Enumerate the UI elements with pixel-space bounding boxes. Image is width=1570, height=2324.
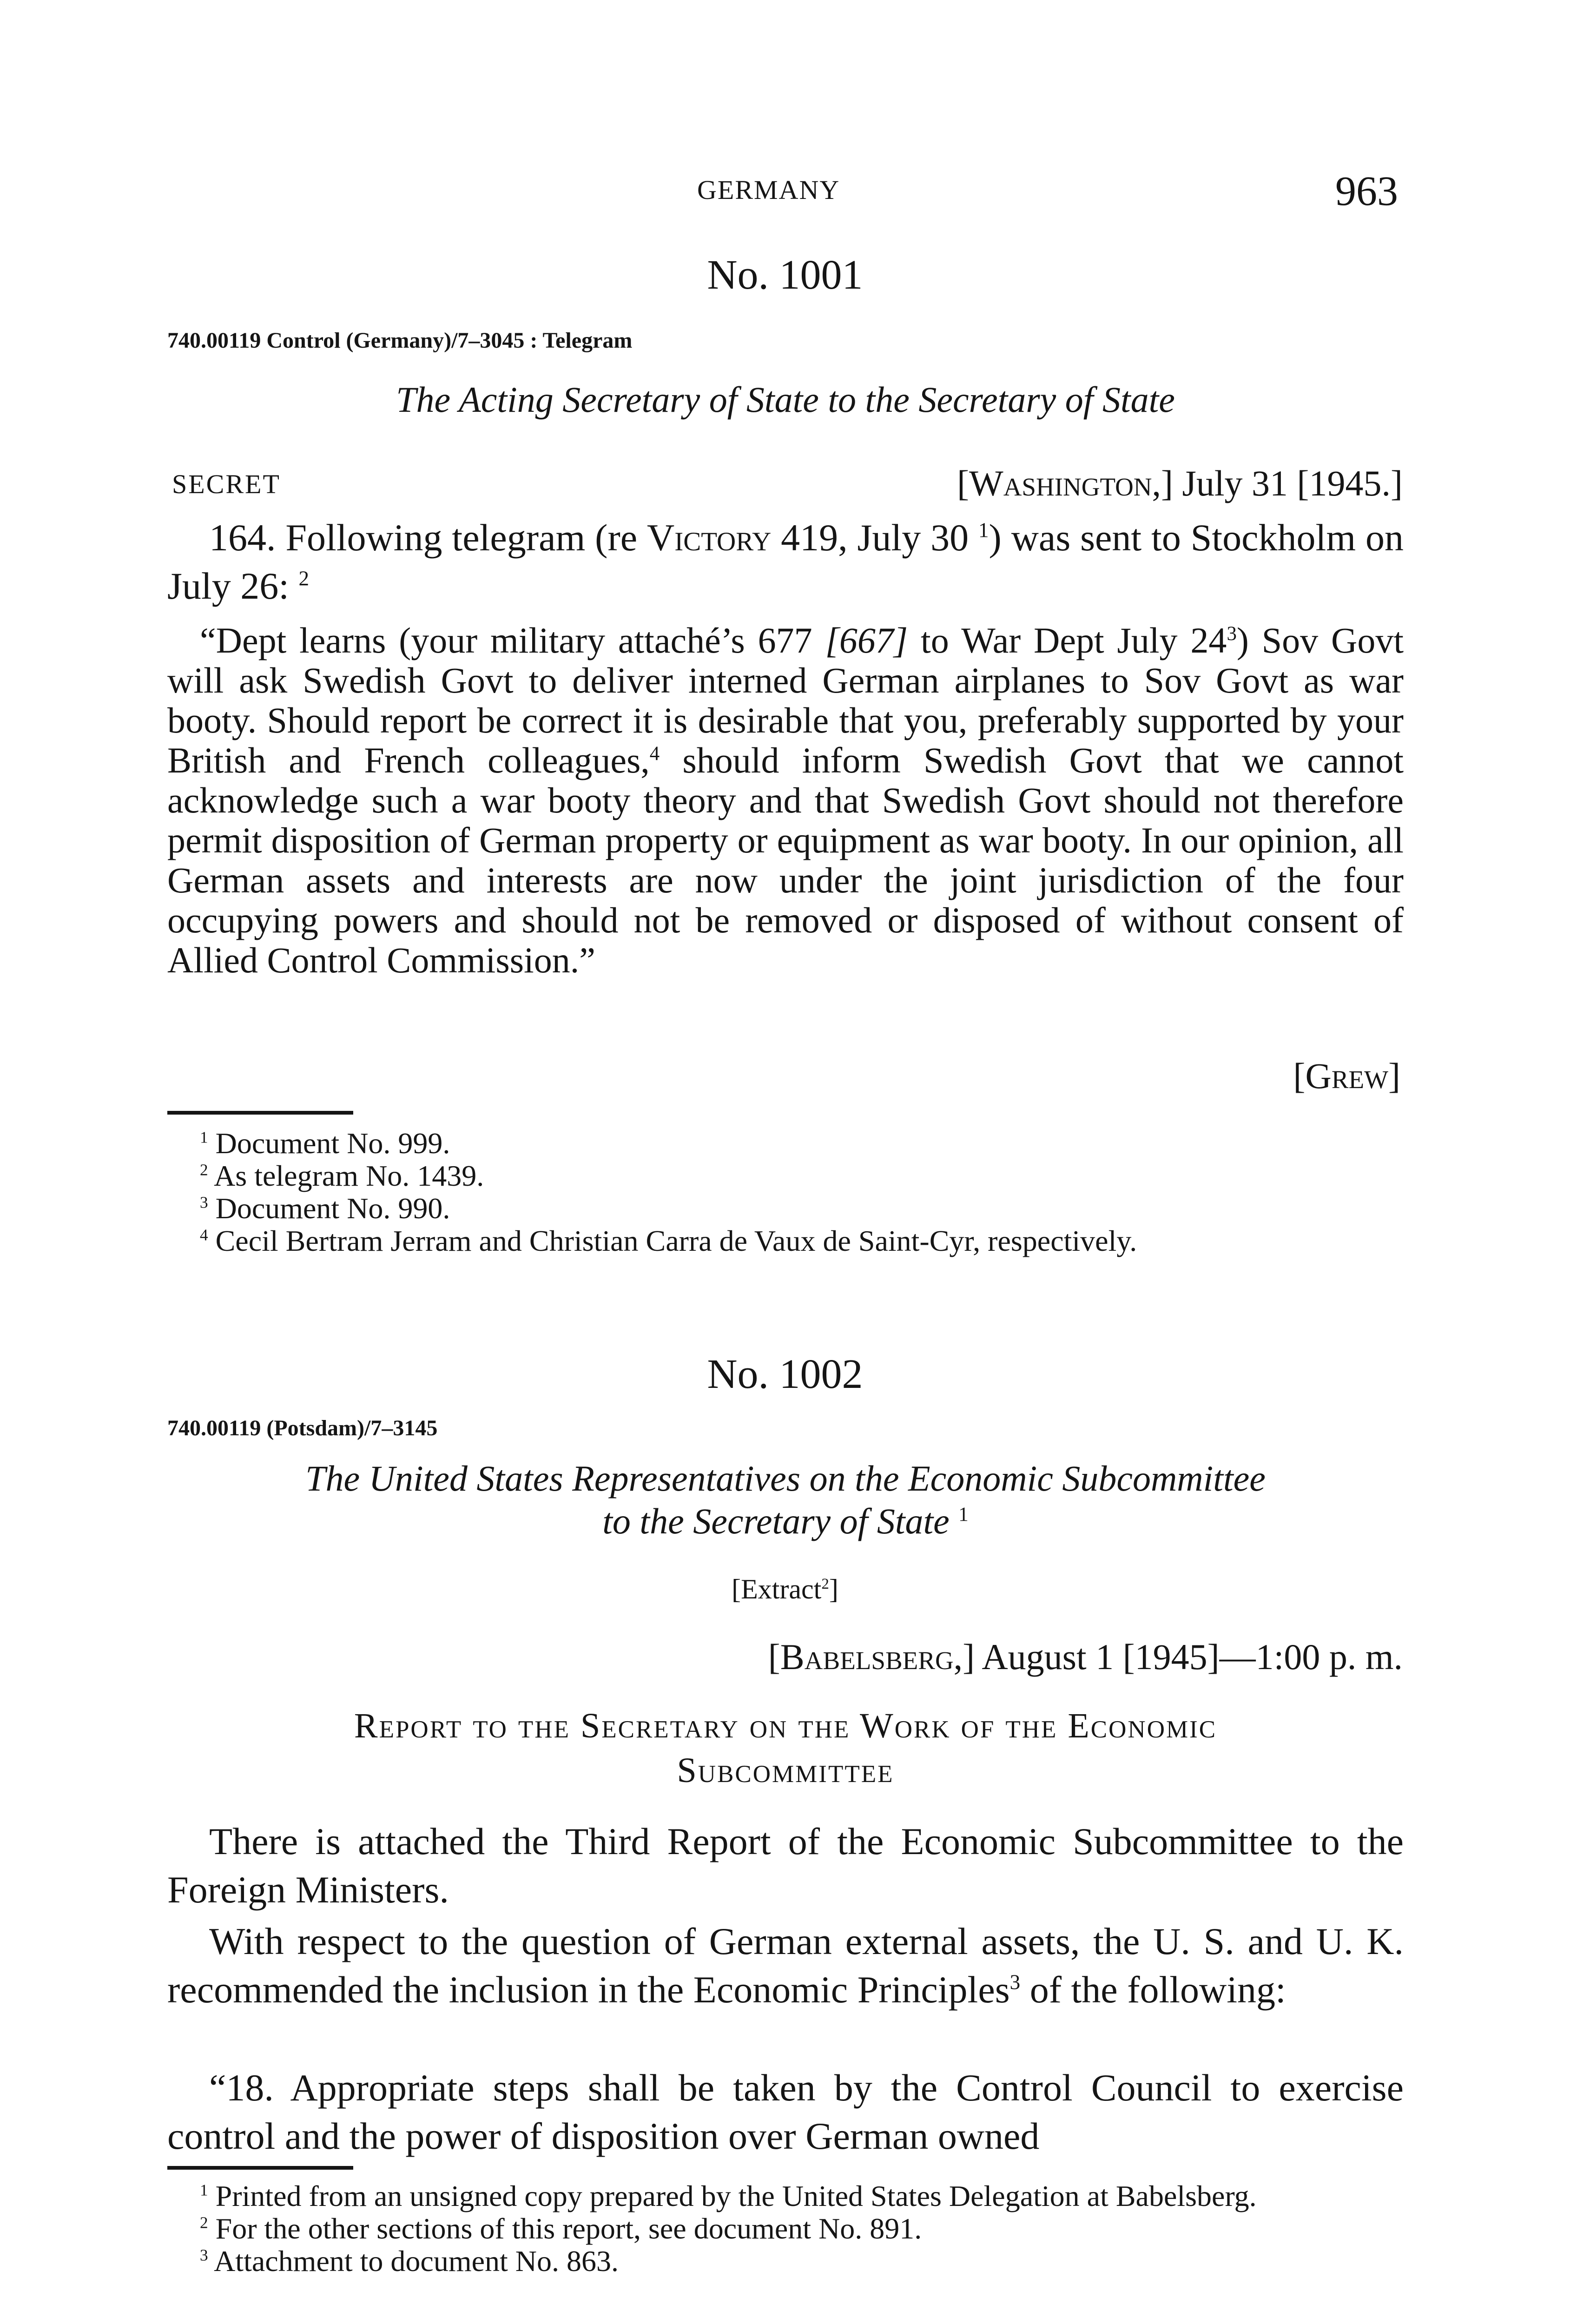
text-run: ) Sov Govt will ask Swedish Govt to deliver interned German airplanes to Sov Govt as war booty. Should report be correct it is desirable that you, preferably supported by your British and French colleagues, — [167, 620, 1404, 780]
footnote — [167, 2180, 1404, 2212]
footnote-text: Printed from an unsigned copy prepared by the United States Delegation at Babelsberg. — [215, 2179, 1257, 2212]
footnote-rule — [167, 1111, 353, 1115]
footnote — [167, 1160, 1404, 1192]
dateline: [Babelsberg,] August 1 [1945]—1:00 p. m. — [768, 1637, 1403, 1677]
footnote — [167, 1225, 1404, 1257]
text-run: “Dept learns (your military attaché’s 677 — [200, 620, 825, 660]
extract-text: [Extract — [732, 1574, 822, 1604]
report-title — [167, 1703, 1404, 1793]
body-paragraph: “18. Appropriate steps shall be taken by the Control Council to exercise control and the power of disposition over German owned — [167, 2067, 1404, 2157]
dateline-date: August 1 [1945]—1:00 p. m. — [982, 1637, 1403, 1677]
text-run: With respect to the question of German external assets, the U. S. and U. K. recommended the inclusion in the Economic Principles — [167, 1920, 1404, 2011]
text-run: should inform Swedish Govt that we cannot acknowledge such a war booty theory and that Swedish Govt should not therefore permit disposition of German property or equipment as war booty. In our opinion, all German assets and interests are now under the joint jurisdiction of the four occupying powers and should not be removed or disposed of without consent of Allied Control Commission.” — [167, 740, 1404, 980]
signature-name: Grew — [1305, 1056, 1389, 1096]
dateline: [Washington,] July 31 [1945.] — [957, 463, 1403, 503]
footnote-text: Attachment to document No. 863. — [214, 2245, 619, 2278]
footnote-mark: 1 — [200, 2181, 208, 2199]
footnote-ref: 3 — [1009, 1970, 1021, 1994]
footnote-mark: 2 — [200, 1161, 208, 1179]
footnotes-doc1 — [167, 1127, 1404, 1257]
body-paragraph: There is attached the Third Report of the Economic Subcommittee to the Foreign Ministers. — [167, 1820, 1404, 1911]
dateline-place: Babelsberg — [780, 1637, 954, 1677]
document-heading — [167, 1457, 1404, 1543]
document-number: No. 1001 — [707, 252, 863, 298]
footnotes-doc2 — [167, 2180, 1404, 2278]
heading-text: to the Secretary of State — [602, 1501, 950, 1541]
text-run: ) was sent to Stockholm on July 26: — [167, 516, 1404, 607]
footnote-mark: 1 — [200, 1128, 208, 1147]
text-run: 164. Following telegram (re — [209, 516, 647, 559]
body-paragraph — [167, 1917, 1404, 2014]
document-number: No. 1002 — [707, 1351, 863, 1397]
heading-line — [167, 1500, 1404, 1543]
running-header-title: GERMANY — [697, 175, 840, 205]
footnote-ref: 2 — [821, 1576, 829, 1592]
footnote-ref: 3 — [1227, 623, 1237, 645]
file-reference: 740.00119 Control (Germany)/7–3045 : Telegram — [167, 328, 633, 353]
footnote — [167, 1192, 1404, 1225]
footnote-mark: 2 — [200, 2213, 208, 2232]
dateline-place: Washington — [969, 463, 1152, 503]
footnote-ref: 2 — [298, 567, 310, 590]
text-run: to War Dept July 24 — [908, 620, 1227, 660]
dateline-date: July 31 [1945.] — [1182, 463, 1403, 503]
footnote — [167, 1127, 1404, 1160]
code-name: Victory — [647, 516, 772, 559]
footnote-ref: 1 — [958, 1504, 969, 1525]
footnote-ref: 1 — [978, 518, 989, 542]
footnote-text: Cecil Bertram Jerram and Christian Carra de Vaux de Saint-Cyr, respectively. — [215, 1224, 1137, 1257]
text-run: of the following: — [1020, 1968, 1286, 2011]
footnote-mark: 3 — [200, 1193, 208, 1212]
report-title-line: Subcommittee — [677, 1751, 894, 1790]
report-title-line: Report to the Secretary on the Work of the Economic — [354, 1706, 1217, 1745]
classification-label: SECRET — [172, 469, 281, 499]
footnote-mark: 4 — [200, 1226, 208, 1244]
text-run: 419, July 30 — [771, 516, 978, 559]
footnote-text: Document No. 999. — [215, 1127, 450, 1160]
signature: [Grew] — [1293, 1056, 1400, 1096]
footnote-rule — [167, 2166, 353, 2170]
bracketed-correction: [667] — [825, 620, 908, 660]
page-number: 963 — [1335, 168, 1398, 214]
footnote-text: Document No. 990. — [215, 1192, 450, 1225]
footnote-text: As telegram No. 1439. — [214, 1159, 484, 1192]
footnote-text: For the other sections of this report, see document No. 891. — [215, 2212, 922, 2245]
footnote-ref: 4 — [649, 743, 660, 765]
footnote — [167, 2212, 1404, 2245]
footnote-mark: 3 — [200, 2246, 208, 2265]
extract-label: [Extract$^2$] — [732, 1574, 838, 1604]
document-heading: The Acting Secretary of State to the Secretary of State — [396, 379, 1175, 420]
telegram-quote — [167, 621, 1404, 980]
body-paragraph — [167, 514, 1404, 610]
heading-line: The United States Representatives on the Economic Subcommittee — [305, 1458, 1266, 1499]
footnote — [167, 2245, 1404, 2278]
file-reference: 740.00119 (Potsdam)/7–3145 — [167, 1416, 438, 1440]
